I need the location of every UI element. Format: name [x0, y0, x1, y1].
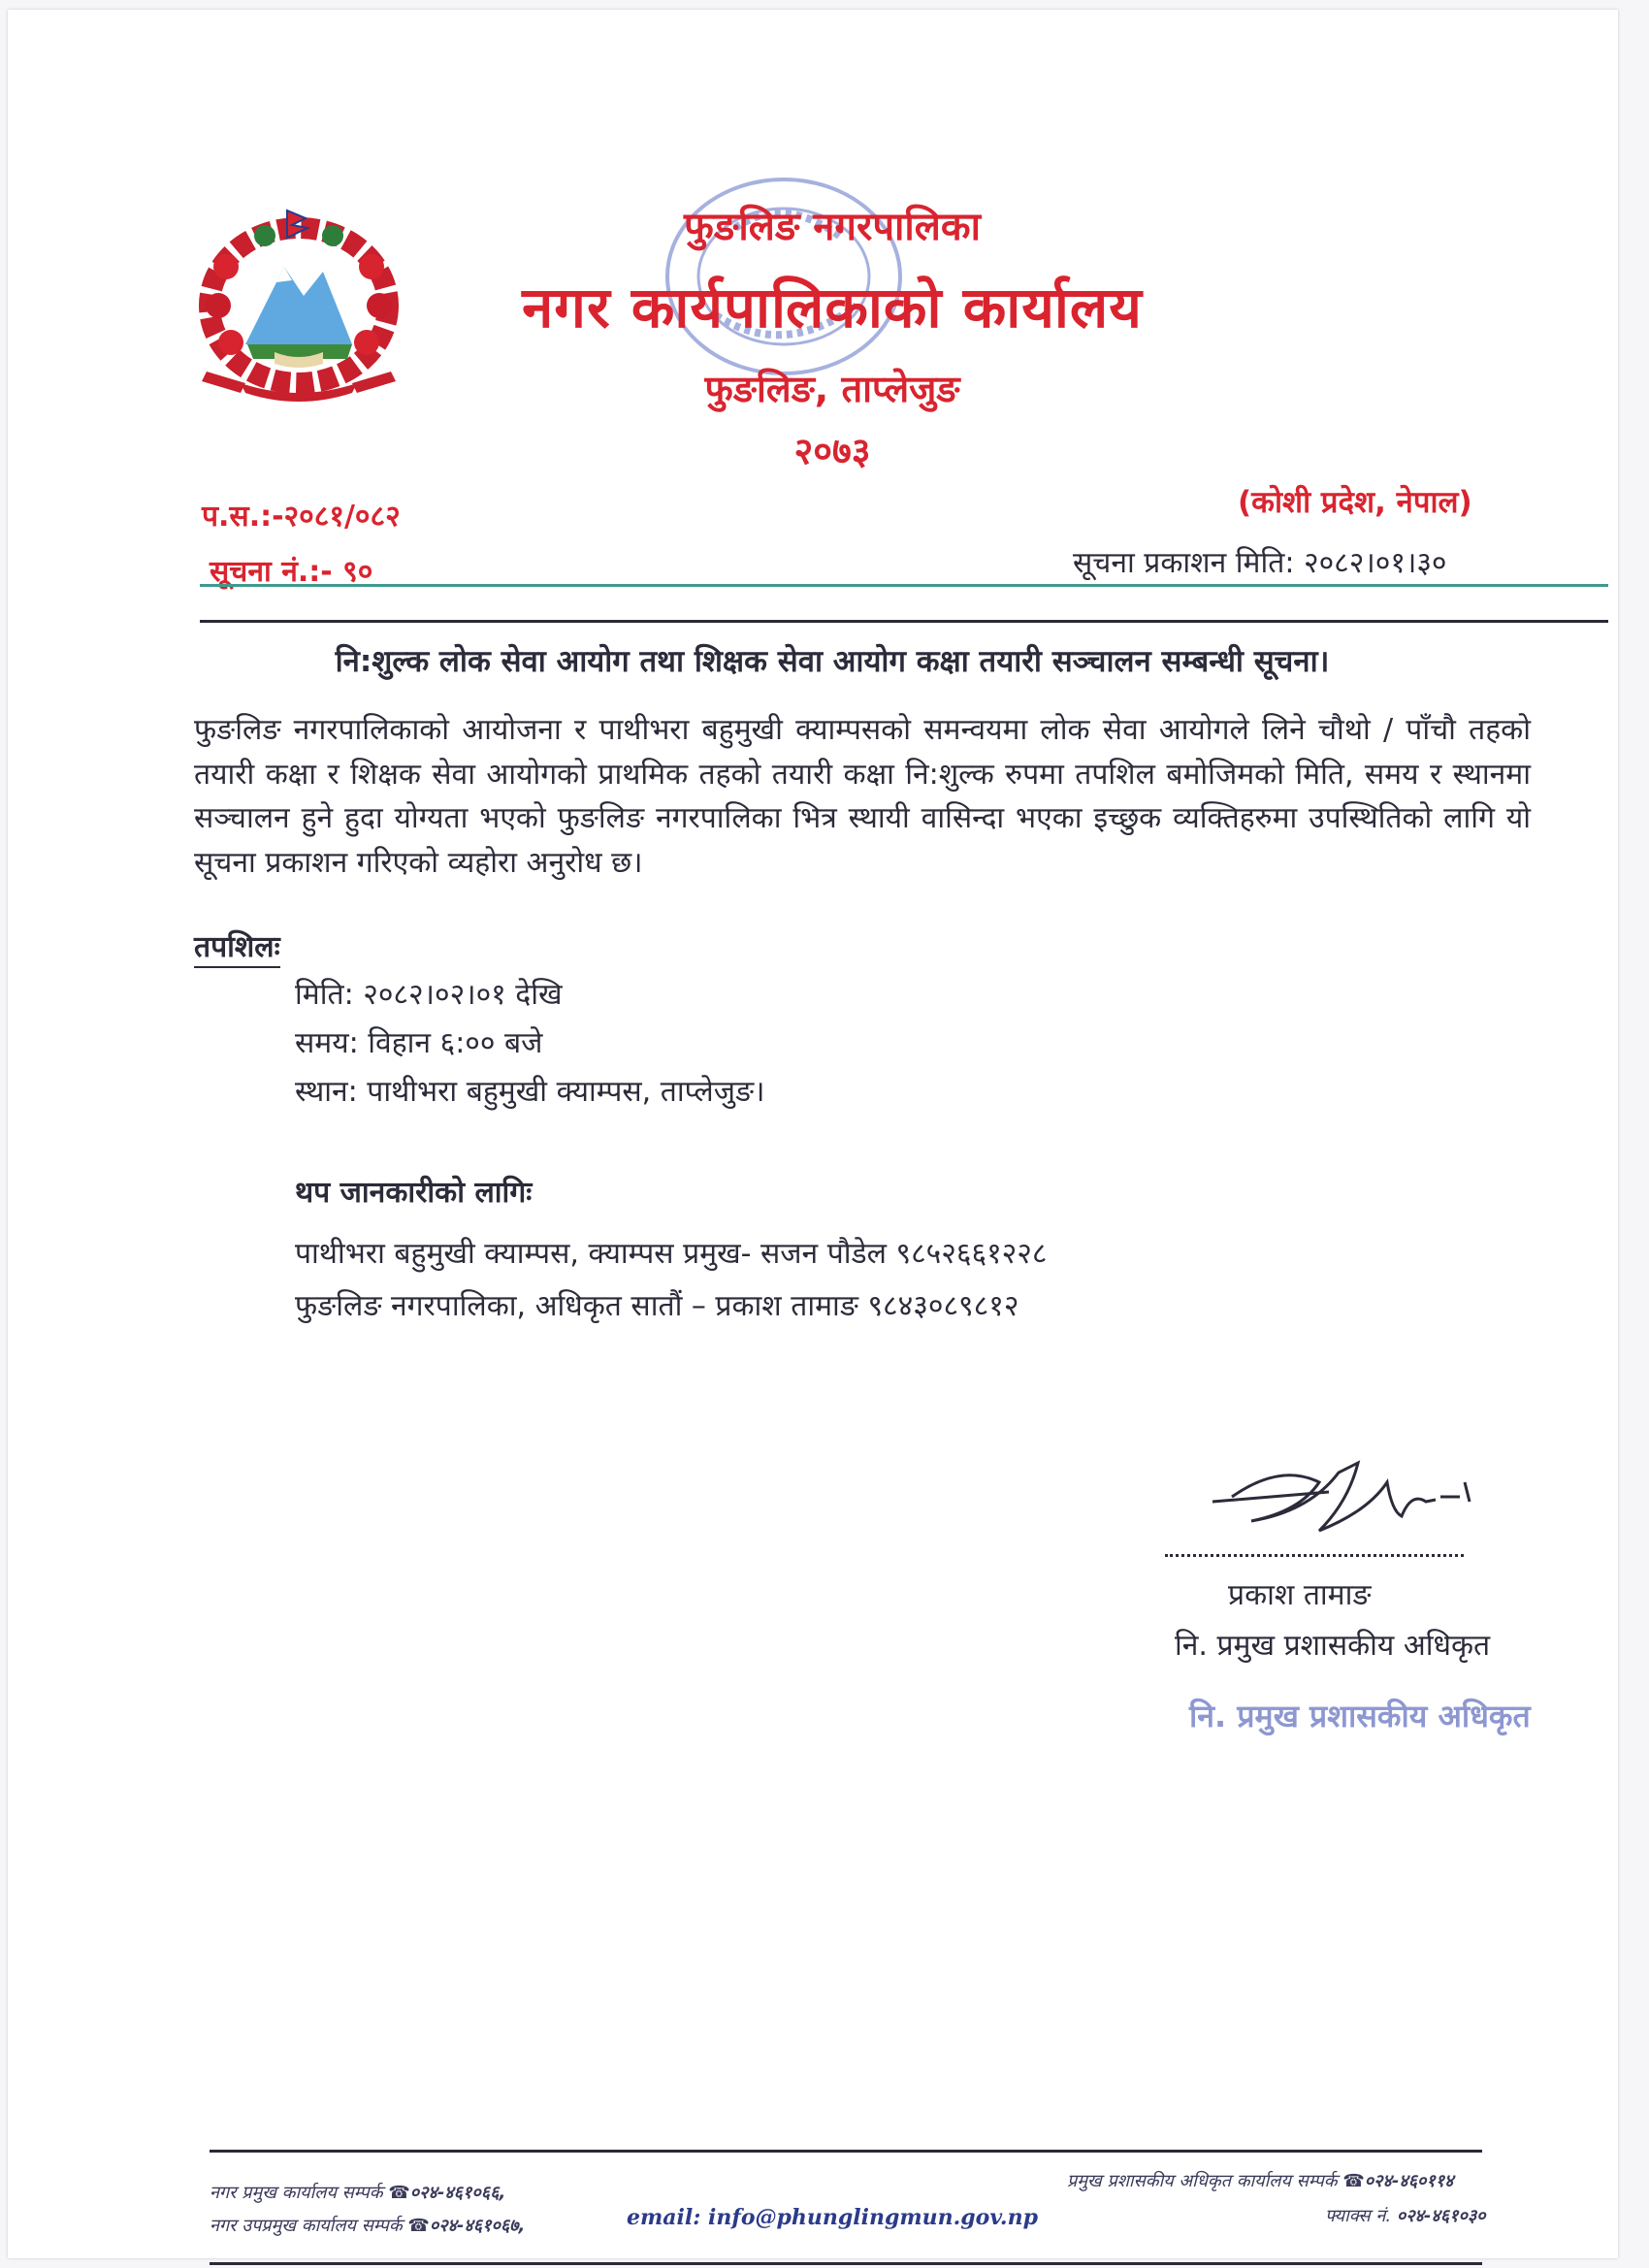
footer-fax-label: फ्याक्स नं.	[1325, 2206, 1392, 2226]
contact-municipality: फुङलिङ नगरपालिका, अधिकृत सातौं – प्रकाश तामाङ ९८४३०८९८१२	[295, 1289, 1019, 1323]
established-year: २०७३	[793, 430, 871, 472]
detail-place: स्थान: पाथीभरा बहुमुखी क्याम्पस, ताप्लेजुङ।	[295, 1075, 765, 1109]
footer-email: email: info@phunglingmun.gov.np	[627, 2205, 1038, 2230]
letter-reference-number: प.स.:-२०८१/०८२	[202, 500, 401, 534]
detail-time: समय: विहान ६:०० बजे	[295, 1026, 543, 1060]
footer-cao-contact	[1067, 2169, 1454, 2192]
signatory-title: नि. प्रमुख प्रशासकीय अधिकृत	[1175, 1629, 1491, 1663]
footer-divider-top	[210, 2150, 1482, 2153]
footer-divider-bottom	[210, 2262, 1482, 2265]
phone-icon: ☎	[388, 2183, 410, 2203]
notice-number: सूचना नं.:- ९०	[210, 555, 373, 589]
footer-cao-phone: ०२४-४६०११४	[1364, 2171, 1454, 2191]
handwritten-signature-icon	[1193, 1443, 1484, 1550]
office-address: फुङलिङ, ताप्लेजुङ	[704, 368, 960, 410]
footer-mayor-label: नगर प्रमुख कार्यालय सम्पर्क	[210, 2183, 383, 2203]
letter-sheet	[8, 10, 1618, 2258]
footer-deputy-label: नगर उपप्रमुख कार्यालय सम्पर्क	[210, 2216, 403, 2236]
designation-stamp: नि. प्रमुख प्रशासकीय अधिकृत	[1189, 1698, 1531, 1734]
notice-body: फुङलिङ नगरपालिकाको आयोजना र पाथीभरा बहुमुखी क्याम्पसको समन्वयमा लोक सेवा आयोगले लिने चौथो / पाँचौ तहको तयारी कक्षा र शिक्षक सेवा आयोगको प्राथमिक तहको तयारी कक्षा नि:शुल्क रुपमा तपशिल बमोजिमको मिति, समय र स्थानमा सञ्चालन हुने हुदा योग्यता भएको फुङलिङ नगरपालिका भित्र स्थायी वासिन्दा भएका इच्छुक व्यक्तिहरुमा उपस्थितिको लागि यो सूचना प्रकाशन गरिएको व्यहोरा अनुरोध छ।	[194, 713, 1531, 880]
details-heading: तपशिलः	[194, 925, 280, 968]
phone-icon: ☎	[1342, 2171, 1365, 2191]
contact-campus: पाथीभरा बहुमुखी क्याम्पस, क्याम्पस प्रमुख- सजन पौडेल ९८५२६६१२२८	[295, 1237, 1048, 1271]
contact-heading: थप जानकारीको लागिः	[295, 1176, 533, 1210]
signature-line	[1165, 1554, 1464, 1557]
signatory-name: प्रकाश तामाङ	[1228, 1578, 1372, 1612]
detail-date: मिति: २०८२।०२।०१ देखि	[295, 978, 563, 1012]
office-name: नगर कार्यपालिकाको कार्यालय	[522, 275, 1143, 340]
footer-cao-label: प्रमुख प्रशासकीय अधिकृत कार्यालय सम्पर्क	[1067, 2171, 1338, 2191]
footer-mayor-phone: ०२४-४६१०६६,	[409, 2183, 506, 2203]
footer-deputy-phone: ०२४-४६१०६७,	[429, 2216, 526, 2236]
phone-icon: ☎	[407, 2216, 430, 2236]
footer-mayor-contact	[210, 2181, 505, 2204]
footer-fax	[1325, 2204, 1486, 2227]
header-divider-dark	[200, 620, 1608, 623]
publish-date: सूचना प्रकाशन मिति: २०८२।०१।३०	[1073, 546, 1447, 580]
footer-fax-number: ०२४-४६१०३०	[1396, 2206, 1486, 2226]
notice-subject: नि:शुल्क लोक सेवा आयोग तथा शिक्षक सेवा आयोग कक्षा तयारी सञ्चालन सम्बन्धी सूचना।	[335, 644, 1330, 679]
header-divider-teal	[200, 584, 1608, 587]
province-label: (कोशी प्रदेश, नेपाल)	[1238, 485, 1472, 520]
municipality-name: फुङलिङ नगरपालिका	[684, 205, 981, 249]
